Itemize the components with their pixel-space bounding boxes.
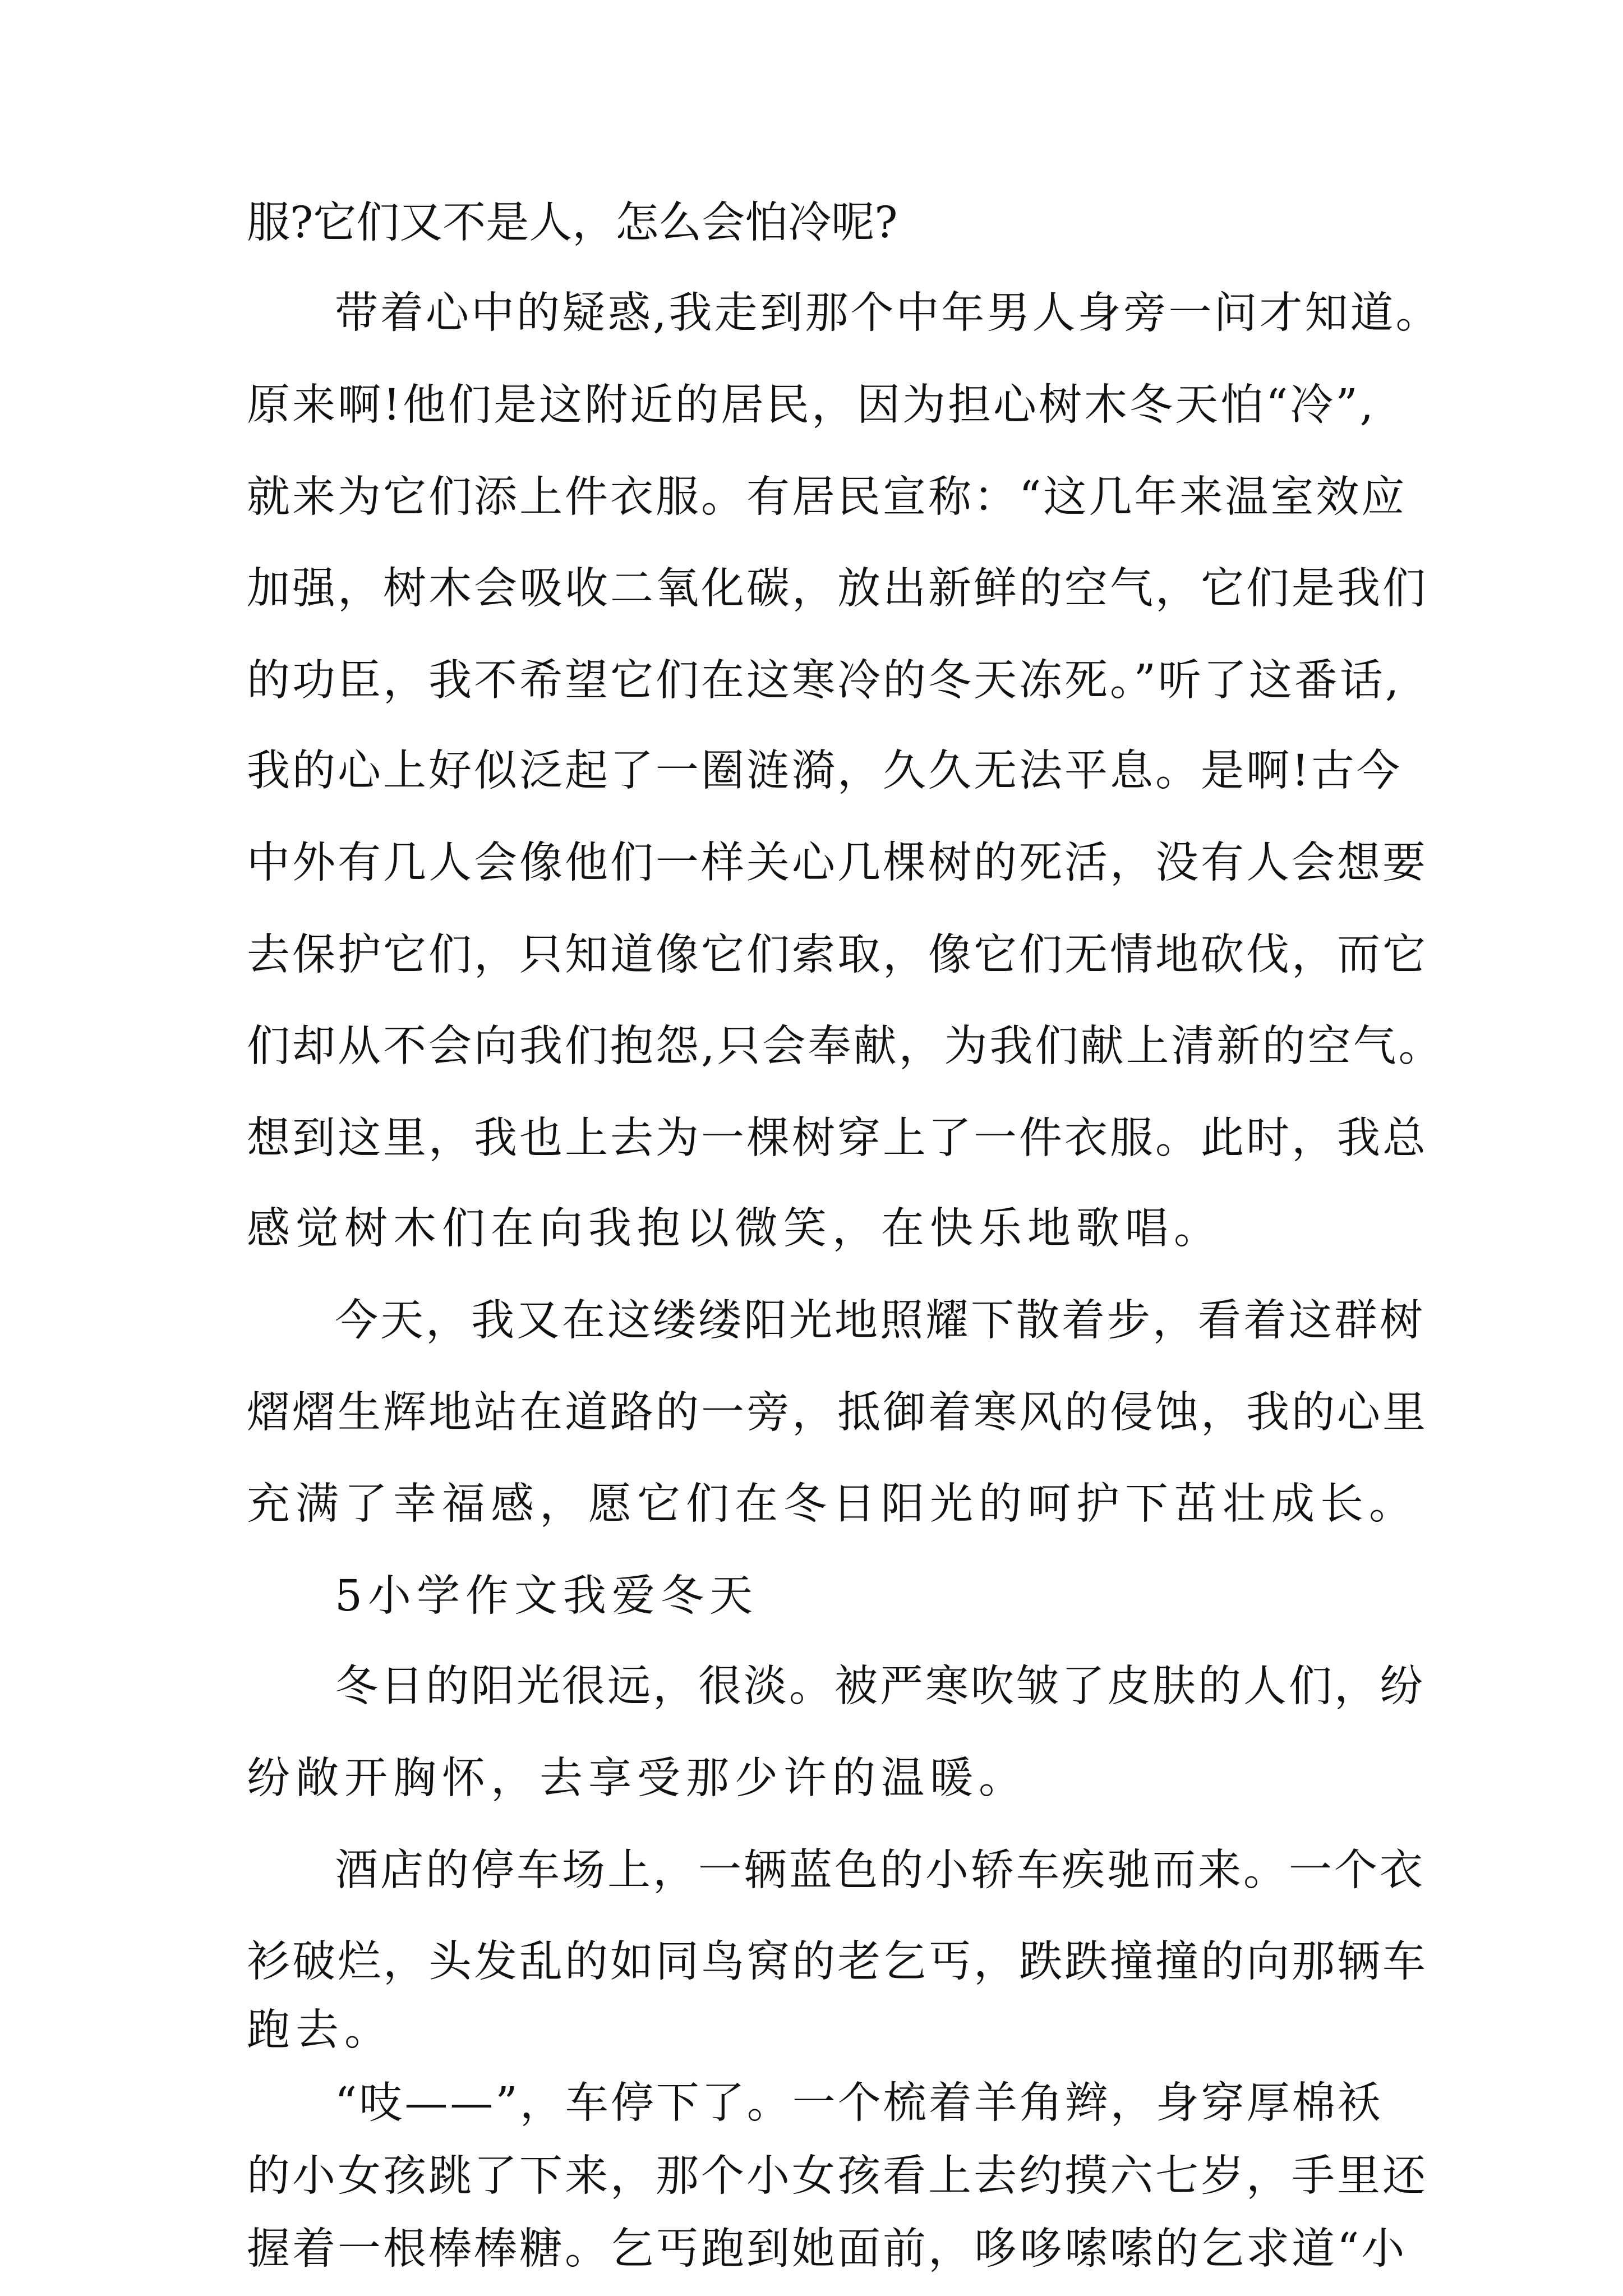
text-line: 熠熠生辉地站在道路的一旁，抵御着寒风的侵蚀，我的心里 xyxy=(247,1388,1428,1438)
text-line: 原来啊!他们是这附近的居民，因为担心树木冬天怕“冷”, xyxy=(247,380,1376,430)
text-line: 跑去。 xyxy=(247,2005,393,2055)
text-line: 就来为它们添上件衣服。有居民宣称：“这几年来温室效应 xyxy=(247,472,1407,522)
section-heading: 5小学作文我爱冬天 xyxy=(335,1571,758,1621)
text-line: 们却从不会向我们抱怨,只会奉献，为我们献上清新的空气。 xyxy=(247,1022,1444,1071)
text-line: 的功臣，我不希望它们在这寒冷的冬天冻死。”听了这番话, xyxy=(247,656,1401,706)
text-line: 握着一根棒棒糖。乞丐跑到她面前，哆哆嗦嗦的乞求道“小 xyxy=(247,2224,1407,2274)
text-line: 想到这里，我也上去为一棵树穿上了一件衣服。此时，我总 xyxy=(247,1114,1428,1163)
text-line: 纷敞开胸怀，去享受那少许的温暖。 xyxy=(247,1754,1027,1803)
text-line: 今天，我又在这缕缕阳光地照耀下散着步，看着这群树 xyxy=(335,1296,1425,1346)
text-line: 充满了幸福感，愿它们在冬日阳光的呵护下茁壮成长。 xyxy=(247,1479,1418,1529)
text-line: 加强，树木会吸收二氧化碳，放出新鲜的空气，它们是我们 xyxy=(247,564,1428,614)
text-line: 的小女孩跳了下来，那个小女孩看上去约摸六七岁，手里还 xyxy=(247,2151,1428,2201)
text-line: 去保护它们，只知道像它们索取，像它们无情地砍伐，而它 xyxy=(247,930,1428,980)
text-line: 带着心中的疑惑,我走到那个中年男人身旁一问才知道。 xyxy=(335,288,1441,338)
text-line: 感觉树木们在向我抱以微笑，在快乐地歌唱。 xyxy=(247,1204,1223,1254)
text-line: 我的心上好似泛起了一圈涟漪，久久无法平息。是啊!古今 xyxy=(247,746,1402,796)
text-line: 中外有几人会像他们一样关心几棵树的死活，没有人会想要 xyxy=(247,838,1428,888)
text-line: 衫破烂，头发乱的如同鸟窝的老乞丐，跌跌撞撞的向那辆车 xyxy=(247,1937,1428,1987)
text-line: 服?它们又不是人，怎么会怕冷呢? xyxy=(247,198,898,248)
text-line: “吱——”，车停下了。一个梳着羊角辫，身穿厚棉袄 xyxy=(335,2078,1383,2128)
text-line: 酒店的停车场上，一辆蓝色的小轿车疾驰而来。一个衣 xyxy=(335,1846,1425,1895)
text-line: 冬日的阳光很远，很淡。被严寒吹皱了皮肤的人们，纷 xyxy=(335,1662,1425,1711)
